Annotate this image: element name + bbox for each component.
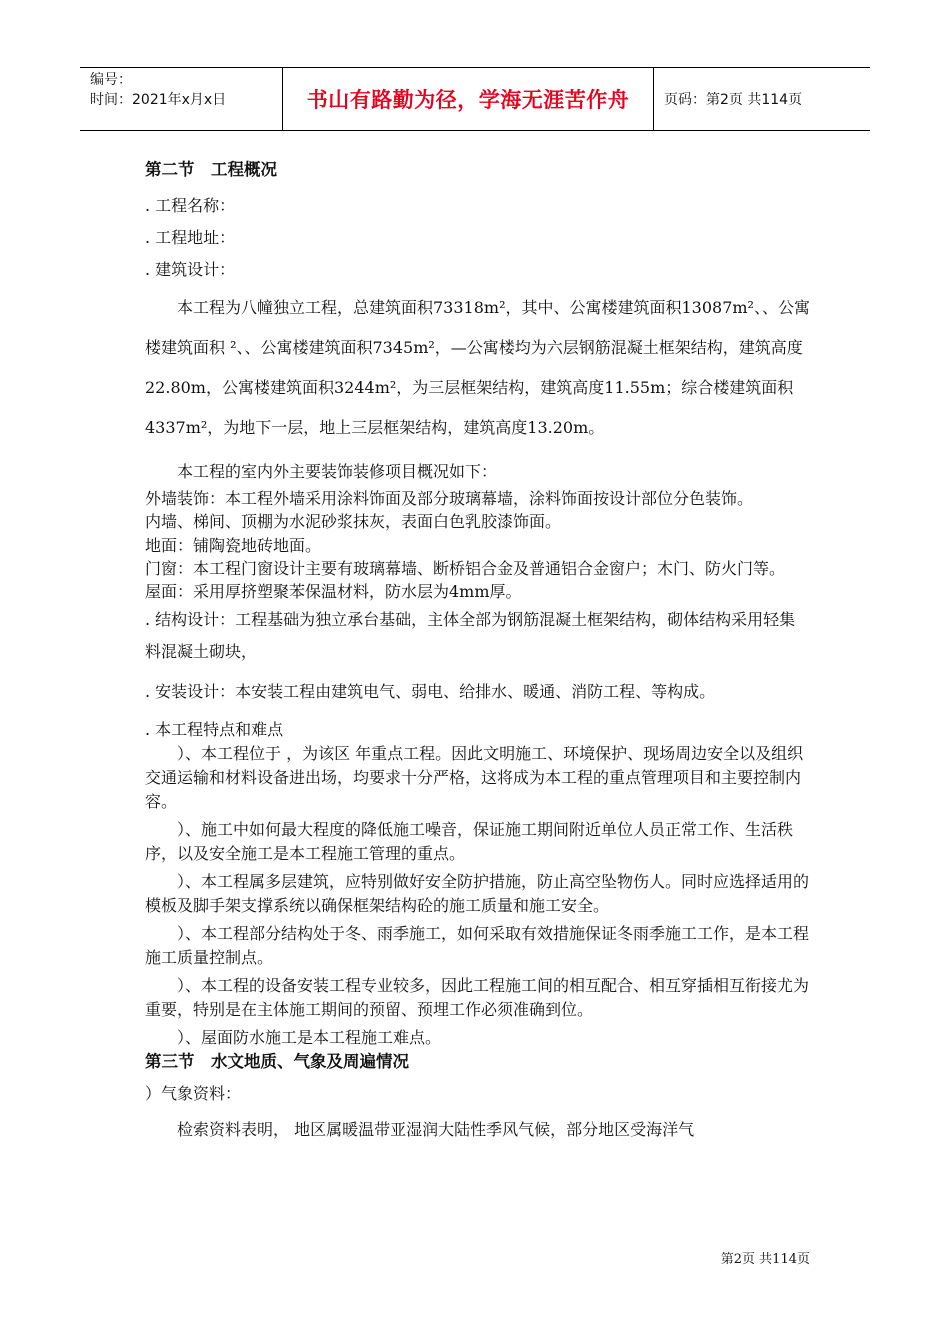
header-meta [80, 68, 282, 130]
weather-label: ）气象资料： [145, 1084, 242, 1103]
project-name: . 工程名称： [145, 196, 236, 215]
feature-item-6: ）、屋面防水施工是本工程施工难点。 [177, 1028, 442, 1047]
doors-windows-text: 门窗：本工程门窗设计主要有玻璃幕墙、断桥铝合金及普通铝合金窗户；木门、防火门等。 [145, 559, 786, 578]
weather-text: 检索资料表明， 地区属暖温带亚湿润大陆性季风气候，部分地区受海洋气 [177, 1120, 695, 1139]
overview-paragraph: 本工程为八幢独立工程，总建筑面积73318m²，其中、公寓楼建筑面积13087m²、、公寓楼建筑面积 ²、、公寓楼建筑面积7345m²，—公寓楼均为六层钢筋混凝土框架结构，建筑高度22.80m，公寓楼建筑面积3244m²，为三层框架结构，建筑高度11.55m；综合楼建筑面积4337m²，为地下一层，地上三层框架结构，建筑高度13.20m。 [145, 298, 810, 437]
exterior-wall-text: 外墙装饰：本工程外墙采用涂料饰面及部分玻璃幕墙，涂料饰面按设计部位分色装饰。 [145, 489, 754, 508]
feature-item-4: ）、本工程部分结构处于冬、雨季施工，如何采取有效措施保证冬雨季施工工作，是本工程施工质量控制点。 [145, 924, 810, 967]
document-number-label: 编号： [90, 72, 132, 88]
interior-wall-text: 内墙、梯间、顶棚为水泥砂浆抹灰，表面白色乳胶漆饰面。 [145, 512, 562, 531]
decoration-intro: 本工程的室内外主要装饰装修项目概况如下： [177, 462, 498, 481]
page-header [80, 67, 870, 131]
header-page-info-cell [654, 68, 870, 130]
header-motto: 书山有路勤为径，学海无涯苦作舟 [306, 88, 630, 112]
section2-title: 第二节 工程概况 [145, 160, 277, 179]
feature-item-1: ）、本工程位于 ，为该区 年重点工程。因此文明施工、环境保护、现场周边安全以及组织交通运输和材料设备进出场，均要求十分严格，这将成为本工程的重点管理项目和主要控制内容。 [145, 744, 804, 811]
roof-text: 屋面：采用厚挤塑聚苯保温材料，防水层为4mm厚。 [145, 582, 522, 601]
floor-text: 地面：铺陶瓷地砖地面。 [145, 536, 322, 555]
feature-item-2: ）、施工中如何最大程度的降低施工噪音，保证施工期间附近单位人员正常工作、生活秩序，以及安全施工是本工程施工管理的重点。 [145, 820, 794, 863]
footer-page-info: 第2页 共114页 [720, 1252, 810, 1267]
page-footer [600, 1248, 810, 1267]
section3-title: 第三节 水文地质、气象及周遍情况 [145, 1052, 409, 1071]
installation-design: . 安装设计：本安装工程由建筑电气、弱电、给排水、暖通、消防工程、等构成。 [145, 682, 716, 701]
feature-item-5: ）、本工程的设备安装工程专业较多，因此工程施工间的相互配合、相互穿插相互衔接尤为重要，特别是在主体施工期间的预留、预埋工作必须准确到位。 [145, 976, 810, 1019]
header-page-info: 页码：第2页 共114页 [664, 92, 803, 108]
architectural-design: . 建筑设计： [145, 260, 236, 279]
document-date: 时间：2021年x月x日 [90, 92, 227, 108]
project-address: . 工程地址： [145, 228, 236, 247]
feature-item-3: ）、本工程属多层建筑，应特别做好安全防护措施，防止高空坠物伤人。同时应选择适用的模板及脚手架支撑系统以确保框架结构砼的施工质量和施工安全。 [145, 872, 810, 915]
features-title: . 本工程特点和难点 [145, 720, 284, 739]
document-body [145, 150, 810, 1146]
structural-design: . 结构设计：工程基础为独立承台基础，主体全部为钢筋混凝土框架结构，砌体结构采用轻集料混凝土砌块， [145, 610, 796, 661]
header-motto-cell [282, 68, 654, 130]
